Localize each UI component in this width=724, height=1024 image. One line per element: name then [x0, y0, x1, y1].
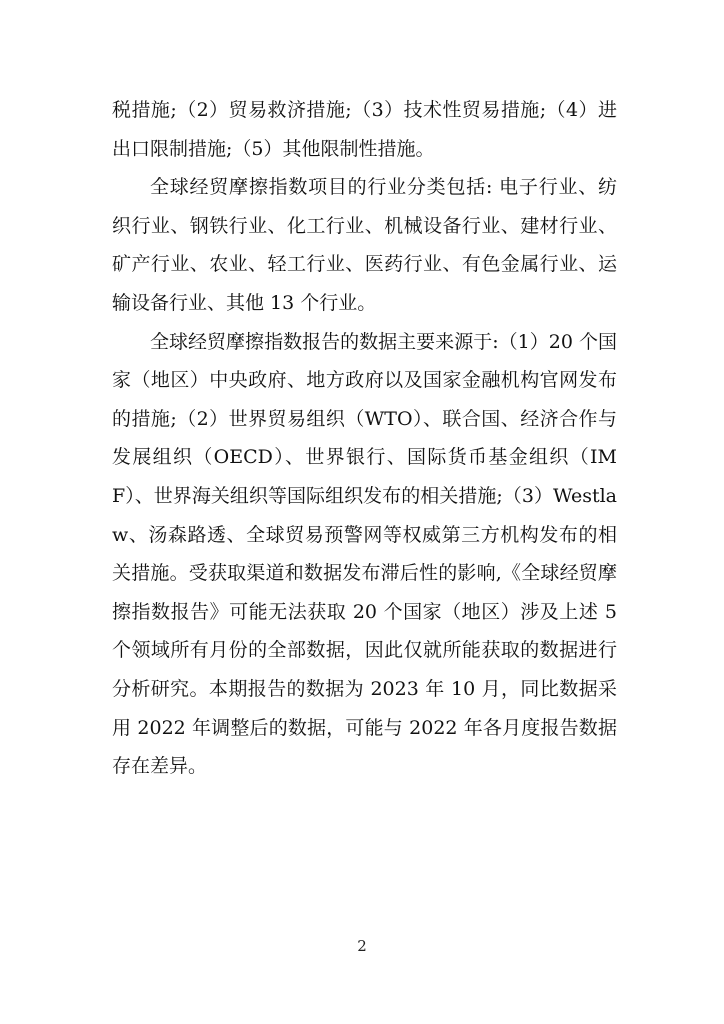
paragraph-data-sources: 全球经贸摩擦指数报告的数据主要来源于:（1）20 个国家（地区）中央政府、地方政府以及国家金融机构官网发布的措施;（2）世界贸易组织（WTO）、联合国、经济合作与发展组织（OECD）、世界银行、国际货币基金组织（IMF）、世界海关组织等国际组织发布的相关措施;（3）Westlaw、汤森路透、全球贸易预警网等权威第三方机构发布的相关措施。受获取渠道和数据发布滞后性的影响,《全球经贸摩擦指数报告》可能无法获取 20 个国家（地区）涉及上述 5 个领域所有月份的全部数据，因此仅就所能获取的数据进行分析研究。本期报告的数据为 2023 年 10 月，同比数据采用 2022 年调整后的数据，可能与 2022 年各月度报告数据存在差异。 — [112, 330, 617, 778]
paragraph-industry-classification: 全球经贸摩擦指数项目的行业分类包括: 电子行业、纺织行业、钢铁行业、化工行业、机械设备行业、建材行业、矿产行业、农业、轻工行业、医药行业、有色金属行业、运输设备行业、其他 13 个行业。 — [112, 176, 617, 314]
page-number: 2 — [357, 937, 367, 955]
paragraph-measures-continued: 税措施;（2）贸易救济措施;（3）技术性贸易措施;（4）进出口限制措施;（5）其他限制性措施。 — [112, 99, 617, 160]
body-text — [112, 91, 617, 786]
